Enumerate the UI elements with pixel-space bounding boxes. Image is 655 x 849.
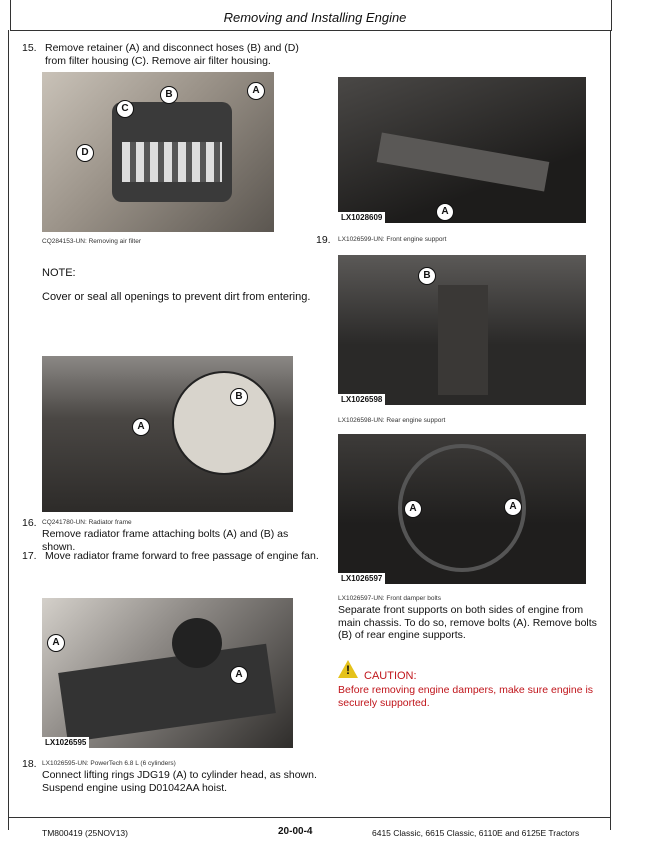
warning-triangle-icon: ! [338,660,358,678]
callout-b: B [230,388,248,406]
note-text: Cover or seal all openings to prevent dirt from entering. [42,291,311,303]
step-16-text: Remove radiator frame attaching bolts (A) and (B) as shown. [42,528,289,553]
callout-a: A [404,500,422,518]
step-18-number: 18. [22,758,37,770]
fig4-caption: LX1026599-UN: Front engine support [338,236,447,243]
note-label: NOTE: [42,267,76,279]
fig6-id-label: LX1026597 [338,573,385,584]
fig3-caption: LX1026595-UN: PowerTech 6.8 L (6 cylinders) [42,760,176,767]
front-support-photo [338,77,586,223]
callout-a: A [247,82,265,100]
caution-text: Before removing engine dampers, make sure engine is securely supported. [338,684,594,709]
step-19-text: Separate front supports on both sides of engine from main chassis. To do so, remove bolts (A). Remove bolts (B) of rear engine supports. [338,604,597,641]
fig5-caption: LX1026598-UN: Rear engine support [338,417,446,424]
callout-a: A [132,418,150,436]
callout-b: B [418,267,436,285]
step-15-text: Remove retainer (A) and disconnect hoses (B) and (D) from filter housing (C). Remove air filter housing. [45,42,299,67]
fig4-id-label: LX1028609 [338,212,385,223]
callout-a: A [230,666,248,684]
step-19-number: 19. [316,234,331,246]
fig6-caption: LX1026597-UN: Front damper bolts [338,595,441,602]
callout-a: A [47,634,65,652]
radiator-frame-photo [42,356,293,512]
caution-label: CAUTION: [364,670,417,682]
step-15-number: 15. [22,42,37,54]
callout-b: B [160,86,178,104]
footer-models: 6415 Classic, 6615 Classic, 6110E and 6125E Tractors [372,828,580,838]
rear-support-photo [338,255,586,405]
damper-bolts-photo [338,434,586,584]
left-border [8,30,9,830]
footer-page-number: 20-00-4 [278,826,313,837]
step-16-number: 16. [22,517,37,529]
callout-d: D [76,144,94,162]
engine-lift-photo [42,598,293,748]
page-title: Removing and Installing Engine [223,10,407,25]
step-18-text-2: Suspend engine using D01042AA hoist. [42,782,228,794]
air-filter-photo [42,72,274,232]
step-17-number: 17. [22,550,37,562]
fig5-id-label: LX1026598 [338,394,385,405]
fig2-caption: CQ241780-UN: Radiator frame [42,519,132,526]
callout-a: A [436,203,454,221]
step-17-text: Move radiator frame forward to free passage of engine fan. [45,550,319,562]
step-18-text-1: Connect lifting rings JDG19 (A) to cylinder head, as shown. [42,769,317,781]
footer-rule [8,817,610,818]
callout-a: A [504,498,522,516]
footer-doc-id: TM800419 (25NOV13) [42,828,128,838]
fig1-caption: CQ284153-UN: Removing air filter [42,238,141,245]
callout-c: C [116,100,134,118]
right-border [610,30,611,830]
fig3-id-label: LX1026595 [42,737,89,748]
